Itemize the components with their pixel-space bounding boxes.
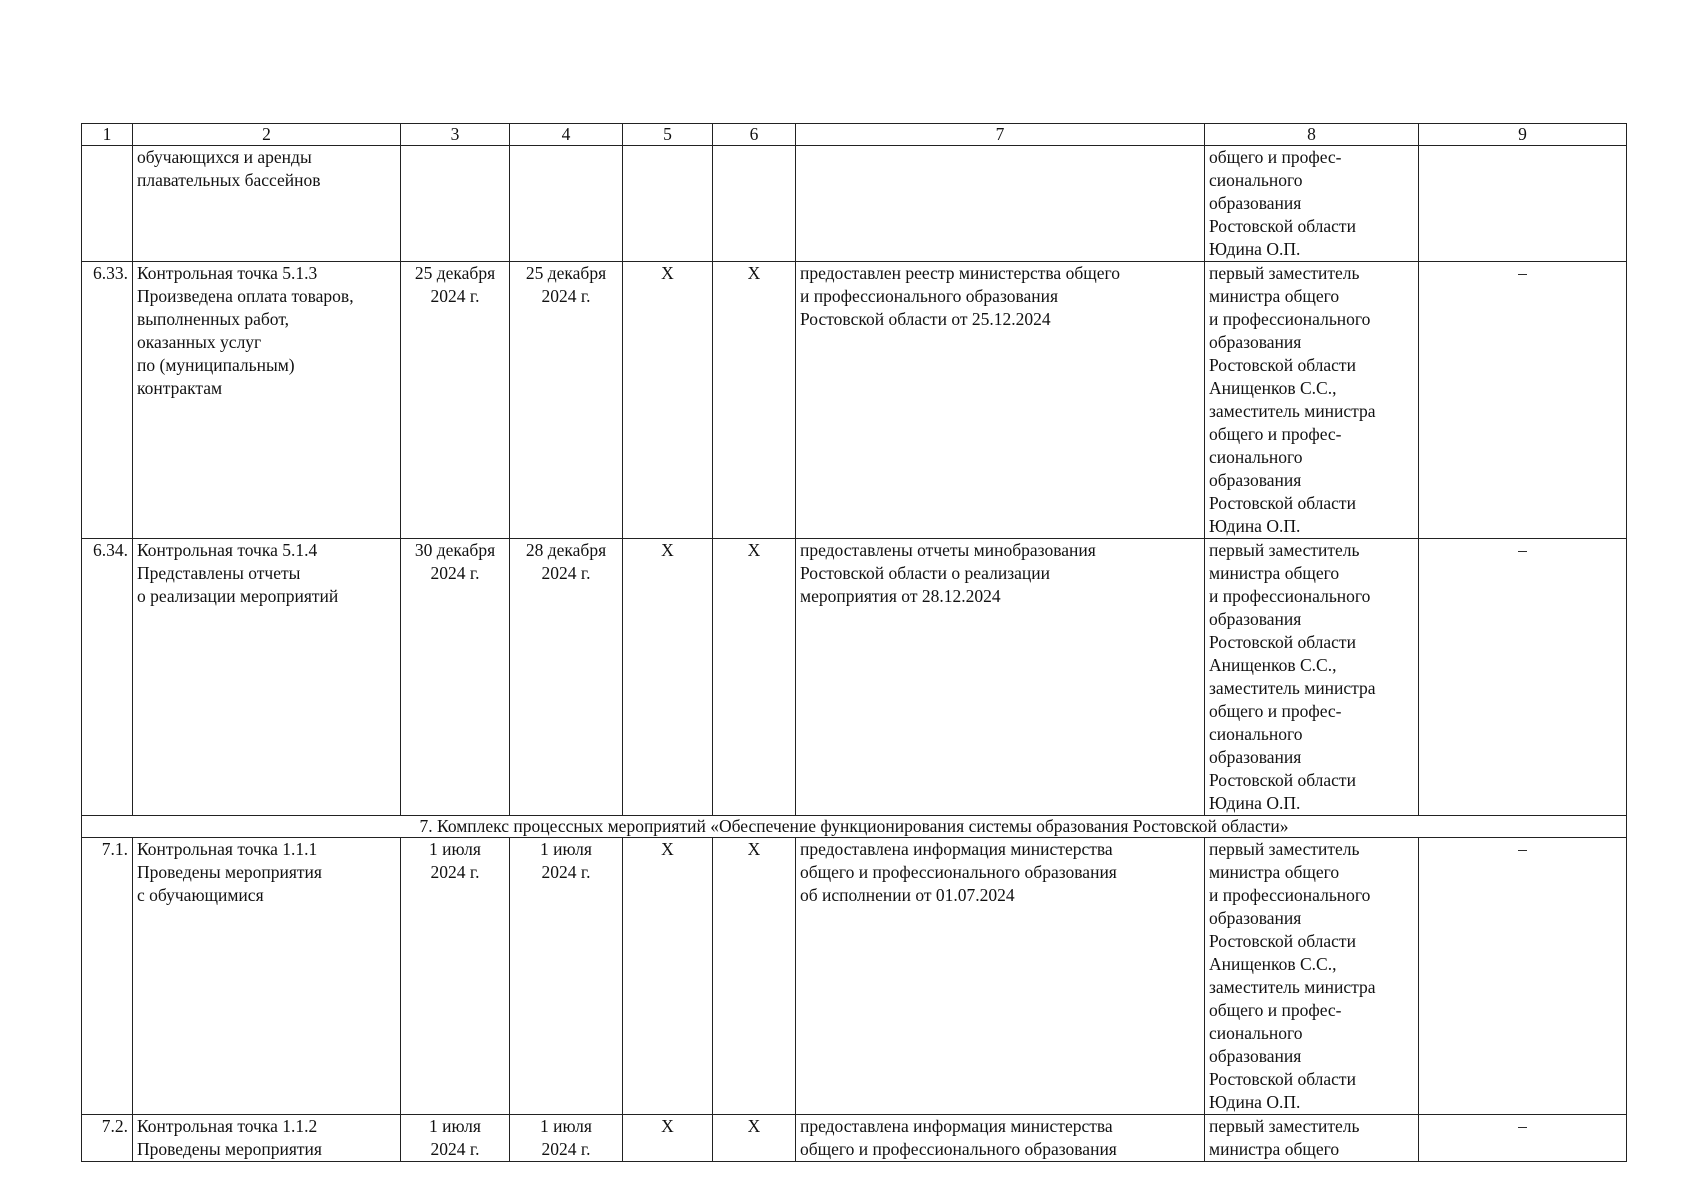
plan-date: 1 июля 2024 г.: [401, 838, 510, 1115]
col-header-1: 1: [82, 124, 133, 146]
event-name: Контрольная точка 5.1.3 Произведена оплата товаров, выполненных работ, оказанных услуг по (муниципальным) контрактам: [133, 262, 401, 539]
fact-date: [510, 146, 623, 262]
table-row: [82, 1115, 1627, 1162]
col-header-8: 8: [1205, 124, 1419, 146]
note: [1419, 146, 1627, 262]
responsible: первый заместитель министра общего и профессионального образования Ростовской области Анищенков С.С., заместитель министра общего и профес- сионального образования Ростовской области Юдина О.П.: [1205, 262, 1419, 539]
confirmation-doc: предоставлен реестр министерства общего и профессионального образования Ростовской области от 25.12.2024: [796, 262, 1205, 539]
confirmation-doc: предоставлена информация министерства общего и профессионального образования: [796, 1115, 1205, 1162]
responsible: первый заместитель министра общего: [1205, 1115, 1419, 1162]
event-name: Контрольная точка 5.1.4 Представлены отчеты о реализации мероприятий: [133, 539, 401, 816]
col-header-7: 7: [796, 124, 1205, 146]
plan-date: 25 декабря 2024 г.: [401, 262, 510, 539]
row-number: 7.2.: [82, 1115, 133, 1162]
responsible: первый заместитель министра общего и профессионального образования Ростовской области Анищенков С.С., заместитель министра общего и профес- сионального образования Ростовской области Юдина О.П.: [1205, 539, 1419, 816]
confirmation-doc: предоставлена информация министерства общего и профессионального образования об исполнении от 01.07.2024: [796, 838, 1205, 1115]
fact-date: 1 июля 2024 г.: [510, 838, 623, 1115]
table-row: [82, 262, 1627, 539]
fact-date: 28 декабря 2024 г.: [510, 539, 623, 816]
plan-date: [401, 146, 510, 262]
row-number: [82, 146, 133, 262]
row-number: 7.1.: [82, 838, 133, 1115]
col-header-5: 5: [623, 124, 713, 146]
col6-mark: X: [713, 1115, 796, 1162]
col6-mark: X: [713, 262, 796, 539]
col5-mark: X: [623, 539, 713, 816]
col5-mark: [623, 146, 713, 262]
column-number-row: [82, 124, 1627, 146]
col-header-2: 2: [133, 124, 401, 146]
event-name: Контрольная точка 1.1.1 Проведены мероприятия с обучающимися: [133, 838, 401, 1115]
col6-mark: X: [713, 838, 796, 1115]
fact-date: 1 июля 2024 г.: [510, 1115, 623, 1162]
note: –: [1419, 539, 1627, 816]
event-name: Контрольная точка 1.1.2 Проведены мероприятия: [133, 1115, 401, 1162]
confirmation-doc: [796, 146, 1205, 262]
plan-date: 1 июля 2024 г.: [401, 1115, 510, 1162]
row-number: 6.33.: [82, 262, 133, 539]
note: –: [1419, 1115, 1627, 1162]
col5-mark: X: [623, 262, 713, 539]
table-row: [82, 838, 1627, 1115]
col6-mark: [713, 146, 796, 262]
col-header-9: 9: [1419, 124, 1627, 146]
confirmation-doc: предоставлены отчеты минобразования Ростовской области о реализации мероприятия от 28.12.2024: [796, 539, 1205, 816]
section-row: [82, 816, 1627, 838]
col-header-3: 3: [401, 124, 510, 146]
col5-mark: X: [623, 838, 713, 1115]
note: –: [1419, 262, 1627, 539]
plan-date: 30 декабря 2024 г.: [401, 539, 510, 816]
responsible: общего и профес- сионального образования Ростовской области Юдина О.П.: [1205, 146, 1419, 262]
fact-date: 25 декабря 2024 г.: [510, 262, 623, 539]
report-table: [81, 123, 1627, 1162]
section-title: 7. Комплекс процессных мероприятий «Обеспечение функционирования системы образования Ростовской области»: [82, 816, 1627, 838]
col5-mark: X: [623, 1115, 713, 1162]
col-header-4: 4: [510, 124, 623, 146]
event-name: обучающихся и аренды плавательных бассейнов: [133, 146, 401, 262]
table-row: [82, 146, 1627, 262]
row-number: 6.34.: [82, 539, 133, 816]
col-header-6: 6: [713, 124, 796, 146]
note: –: [1419, 838, 1627, 1115]
table-row: [82, 539, 1627, 816]
responsible: первый заместитель министра общего и профессионального образования Ростовской области Анищенков С.С., заместитель министра общего и профес- сионального образования Ростовской области Юдина О.П.: [1205, 838, 1419, 1115]
col6-mark: X: [713, 539, 796, 816]
